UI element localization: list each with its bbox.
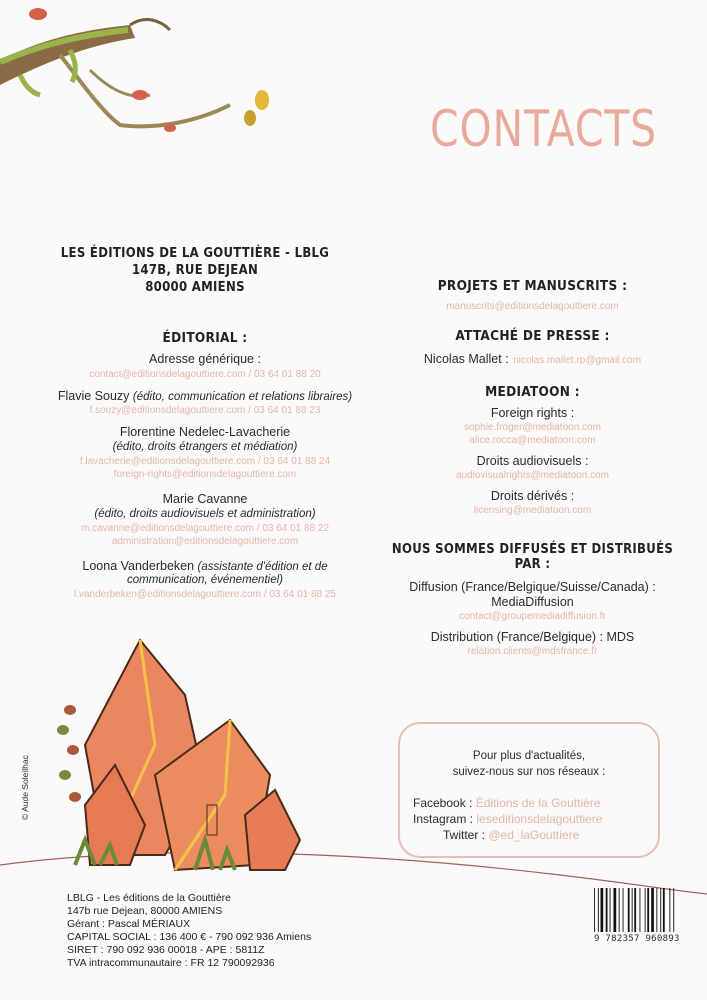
projects-heading: PROJETS ET MANUSCRITS : (437, 278, 628, 294)
imprint-line: Gérant : Pascal MÉRIAUX (67, 918, 191, 930)
foreign-rights-email[interactable]: sophie.froger@mediatoon.com (464, 422, 601, 433)
barcode-number: 9 782357 960893 (594, 934, 680, 944)
illustration-credit: © Aude Soleilhac (20, 755, 30, 820)
facebook-link (413, 795, 602, 811)
publisher-address (60, 245, 330, 296)
person-contact[interactable]: m.cavanne@editionsdelagouttiere.com / 03 64 01 88 22 (80, 523, 330, 534)
barcode-bar (623, 888, 624, 932)
person-contact[interactable]: f.souzy@editionsdelagouttiere.com / 03 64 01 88 23 (89, 405, 321, 416)
imprint-line: LBLG - Les éditions de la Gouttière (67, 892, 232, 904)
derived-rights-label: Droits dérivés : (490, 489, 575, 503)
foreign-rights-label: Foreign rights : (490, 406, 575, 420)
press-contact (385, 350, 680, 368)
social-intro-line: Pour plus d'actualités, (472, 750, 586, 762)
imprint-line: TVA intracommunautaire : FR 12 790092936 (67, 957, 275, 969)
barcode-bar (651, 888, 654, 932)
press-email[interactable]: nicolas.mallet.rp@gmail.com (513, 355, 642, 366)
person-name: Marie Cavanne (162, 492, 248, 506)
person-role: communication, événementiel) (127, 574, 283, 586)
barcode (592, 888, 702, 932)
diffusion-email[interactable]: contact@groupemediadiffusion.fr (459, 611, 606, 622)
person-role: (édito, droits étrangers et médiation) (112, 441, 298, 453)
editorial-section (50, 330, 360, 600)
barcode-bar (610, 888, 611, 932)
editorial-heading: ÉDITORIAL : (162, 330, 248, 346)
facebook-value[interactable]: Éditions de la Gouttière (475, 796, 601, 810)
publisher-city: 80000 AMIENS (145, 280, 245, 295)
barcode-bar (656, 888, 657, 932)
publisher-name: LES ÉDITIONS DE LA GOUTTIÈRE - LBLG (60, 246, 330, 261)
generic-address-label: Adresse générique : (149, 352, 261, 366)
projects-email[interactable]: manuscrits@editionsdelagouttiere.com (446, 301, 619, 312)
press-heading: ATTACHÉ DE PRESSE : (455, 328, 610, 344)
imprint-line: 147b rue Dejean, 80000 AMIENS (67, 905, 223, 917)
social-links (413, 795, 602, 843)
publisher-street: 147B, RUE DEJEAN (131, 263, 259, 278)
person-contact[interactable]: f.lavacherie@editionsdelagouttiere.com / 03 64 01 88 24 (79, 456, 331, 467)
person-name: Loona Vanderbeken (82, 559, 195, 573)
twitter-value[interactable]: @ed_laGouttiere (488, 828, 580, 842)
audiovisual-email[interactable]: audiovisualrights@mediatoon.com (455, 470, 609, 481)
instagram-label: Instagram : (413, 812, 474, 826)
facebook-label: Facebook : (413, 796, 473, 810)
audiovisual-label: Droits audiovisuels : (476, 454, 589, 468)
social-box (398, 722, 660, 858)
foreign-rights-email[interactable]: alice.rocca@mediatoon.com (469, 435, 596, 446)
social-intro-line: suivez-nous sur nos réseaux : (452, 766, 606, 778)
barcode-bar (663, 888, 665, 932)
person-contact[interactable]: l.vanderbeken@editionsdelagouttiere.com / 03 64 01 88 25 (74, 589, 336, 600)
person-flavie (50, 389, 360, 403)
social-intro (400, 748, 658, 780)
press-name: Nicolas Mallet : (423, 352, 509, 366)
barcode-bar (660, 888, 661, 932)
imprint-line: SIRET : 790 092 936 00018 - APE : 5811Z (67, 944, 265, 956)
barcode-bar (601, 888, 604, 932)
distribution-email[interactable]: relation.clients@mdsfrance.fr (467, 646, 598, 657)
derived-rights-email[interactable]: licensing@mediatoon.com (473, 505, 592, 516)
diffusion-name: MediaDiffusion (491, 595, 574, 609)
twitter-label: Twitter : (443, 828, 486, 842)
diffusion-label: Diffusion (France/Belgique/Suisse/Canada) : (409, 580, 656, 594)
right-column (385, 278, 680, 657)
barcode-bar (598, 888, 599, 932)
person-name: Flavie Souzy (57, 389, 130, 403)
generic-contact[interactable]: contact@editionsdelagouttiere.com / 03 64 01 88 20 (89, 369, 321, 380)
distribution-heading: NOUS SOMMES DIFFUSÉS ET DISTRIBUÉS PAR : (391, 542, 674, 572)
person-contact[interactable]: foreign-rights@editionsdelagouttiere.com (113, 469, 297, 480)
barcode-bar (614, 888, 617, 932)
barcode-bar (634, 888, 636, 932)
person-role: (édito, droits audiovisuels et administration) (94, 508, 316, 520)
instagram-link (413, 811, 602, 827)
barcode-bar (594, 888, 595, 932)
person-role: (édito, communication et relations libraires) (132, 391, 353, 403)
distribution-label: Distribution (France/Belgique) : MDS (430, 630, 635, 644)
barcode-bar (640, 888, 641, 932)
instagram-value[interactable]: leseditionsdelagouttiere (476, 812, 603, 826)
barcode-bar (647, 888, 649, 932)
barcode-bar (669, 888, 670, 932)
barcode-bar (606, 888, 608, 932)
person-role: (assistante d'édition et de (197, 561, 328, 573)
mediatoon-heading: MEDIATOON : (485, 384, 580, 400)
barcode-bar (645, 888, 646, 932)
imprint (67, 892, 311, 970)
person-name: Florentine Nedelec-Lavacherie (119, 425, 291, 439)
barcode-bar (673, 888, 674, 932)
page-title: CONTACTS (430, 100, 658, 158)
barcode-bar (619, 888, 620, 932)
barcode-bar (628, 888, 630, 932)
person-contact[interactable]: administration@editionsdelagouttiere.com (111, 536, 299, 547)
imprint-line: CAPITAL SOCIAL : 136 400 € - 790 092 936 Amiens (67, 931, 312, 943)
branch-illustration (0, 0, 290, 150)
person-loona (50, 559, 360, 573)
crystal-illustration (45, 625, 315, 880)
barcode-bar (632, 888, 633, 932)
